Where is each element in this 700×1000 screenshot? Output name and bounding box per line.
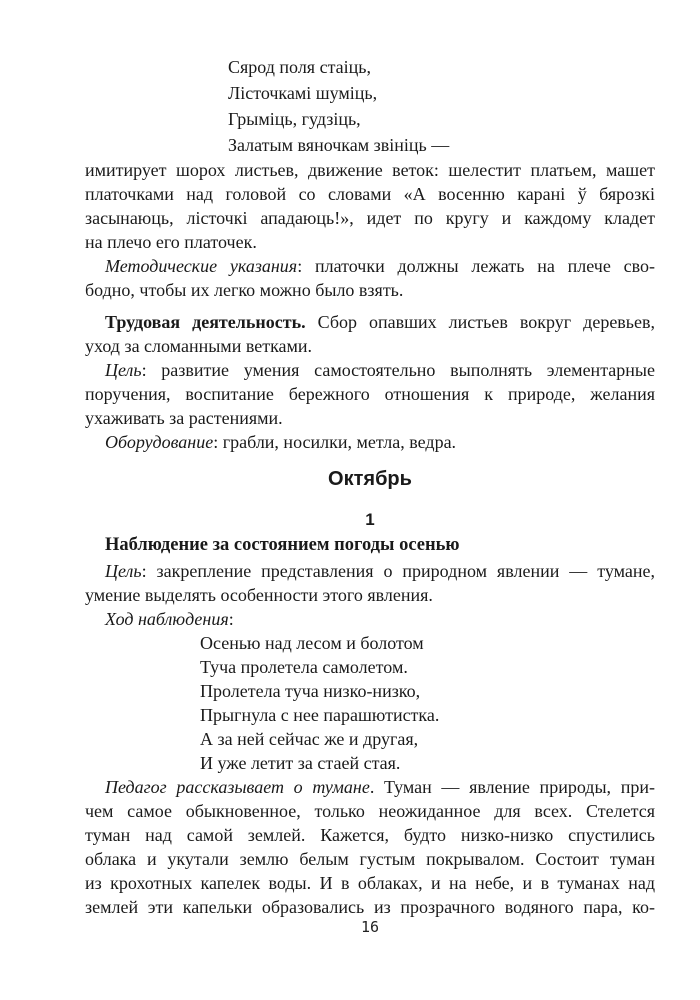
paragraph-imitation [85, 158, 655, 254]
text-line [85, 334, 655, 358]
paragraph-method-guidelines [85, 254, 655, 302]
poem-line: Грыміць, гудзіць, [228, 109, 361, 129]
text-segment: имитирует шорох листьев, движение веток: шелестит платьем, машет [85, 160, 655, 180]
paragraph-observation-goal [85, 559, 655, 607]
text-line [85, 847, 655, 871]
text-segment: на плечо его платочек. [85, 232, 257, 252]
text-segment: . Туман — явление природы, при- [369, 777, 655, 797]
poem-cloud-plane [200, 631, 655, 775]
text-segment: платочками над головой со словами «А восенню карані ў бярозкі [85, 184, 655, 204]
poem-line: Сярод поля стаіць, [228, 57, 371, 77]
poem-line: Прыгнула с нее парашютистка. [200, 705, 440, 725]
spacer [85, 454, 655, 466]
spacer [85, 492, 655, 508]
text-line [85, 254, 655, 278]
text-segment: умение выделять особенности этого явления. [85, 585, 433, 605]
text-line [85, 895, 655, 919]
text-line [85, 775, 655, 799]
text-line [85, 310, 655, 334]
paragraph-observation-course-label [85, 607, 655, 631]
entry-number-heading: 1 [365, 510, 375, 529]
text-segment: Сбор опавших листьев вокруг деревьев, [305, 312, 655, 332]
paragraph-equipment [85, 430, 655, 454]
page-content [85, 54, 655, 919]
italic-lead: Педагог рассказывает о тумане [105, 777, 370, 797]
poem-line: Пролетела туча низко-низко, [200, 681, 421, 701]
text-line [85, 799, 655, 823]
text-segment: : платочки должны лежать на плече сво- [297, 256, 655, 276]
italic-lead: Ход наблюдения [105, 609, 229, 629]
paragraph-teacher-about-fog [85, 775, 655, 919]
text-line [85, 382, 655, 406]
text-segment: уход за сломанными ветками. [85, 336, 313, 356]
italic-lead: Методические указания [105, 256, 298, 276]
month-heading: Октябрь [328, 468, 412, 490]
text-line [85, 230, 655, 254]
text-line [85, 358, 655, 382]
poem-line: Лісточкамі шуміць, [228, 83, 378, 103]
text-line [85, 278, 655, 302]
text-segment: туман над самой землей. Кажется, будто низко-низко спустились [85, 825, 655, 845]
text-line [85, 158, 655, 182]
italic-lead: Оборудование [105, 432, 214, 452]
paragraph-labor-goal [85, 358, 655, 430]
spacer [85, 302, 655, 310]
text-segment: из крохотных капелек воды. И в облаках, и на небе, и в туманах над [85, 873, 655, 893]
poem-line: Залатым вяночкам звініць — [228, 135, 450, 155]
poem-line: И уже летит за стаей стая. [200, 753, 401, 773]
text-segment: ухаживать за растениями. [85, 408, 283, 428]
text-segment: землей эти капельки образовались из прозрачного водяного пара, ко- [85, 897, 655, 917]
poem-line: Осенью над лесом и болотом [200, 633, 424, 653]
text-segment: : [228, 609, 234, 629]
text-line [85, 559, 655, 583]
text-line [85, 430, 655, 454]
text-segment: облака и укутали землю белым густым покрывалом. Состоит туман [85, 849, 655, 869]
paragraph-labor-activity [85, 310, 655, 358]
poem-line: А за ней сейчас же и другая, [200, 729, 419, 749]
text-line [85, 823, 655, 847]
poem-line: Туча пролетела самолетом. [200, 657, 408, 677]
text-segment: : развитие умения самостоятельно выполнять элементарные [141, 360, 655, 380]
text-line [85, 871, 655, 895]
text-line [85, 583, 655, 607]
text-segment: чем самое обыкновенное, только неожиданное для всех. Стелется [85, 801, 655, 821]
page-number: 16 [360, 918, 380, 936]
text-line [85, 607, 655, 631]
entry-title: Наблюдение за состоянием погоды осенью [105, 535, 460, 555]
text-line [85, 406, 655, 430]
italic-lead: Цель [105, 360, 142, 380]
text-segment: : грабли, носилки, метла, ведра. [213, 432, 457, 452]
text-segment: засынаюць, лісточкі ападаюць!», идет по кругу и каждому кладет [85, 208, 655, 228]
italic-lead: Цель [105, 561, 142, 581]
text-segment: поручения, воспитание бережного отношения к природе, желания [85, 384, 655, 404]
bold-lead: Трудовая деятельность. [105, 312, 306, 332]
text-segment: : закрепление представления о природном явлении — тумане, [141, 561, 655, 581]
text-line [85, 206, 655, 230]
text-segment: бодно, чтобы их легко можно было взять. [85, 280, 404, 300]
poem-belarusian-birch [228, 54, 655, 158]
text-line [85, 182, 655, 206]
